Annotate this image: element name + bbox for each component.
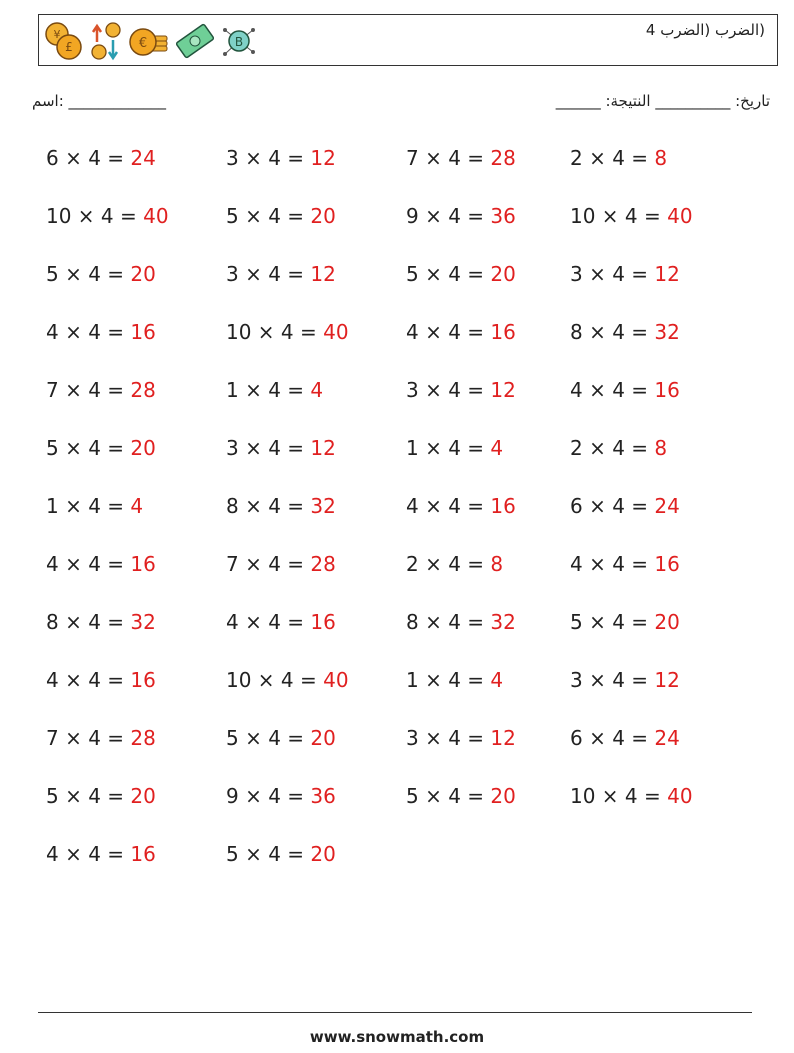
currency-exchange-icon: [89, 20, 123, 62]
problem-answer: 20: [130, 436, 156, 460]
problem-answer: 8: [654, 436, 668, 460]
problem-item: [406, 610, 516, 634]
problem-row: [46, 494, 766, 524]
euro-coin-stack-icon: [127, 20, 171, 62]
problem-item: [406, 146, 516, 170]
problem-item: [226, 262, 336, 286]
problem-answer: 20: [310, 204, 336, 228]
problem-question: 1 × 4 =: [226, 378, 311, 402]
problem-question: 6 × 4 =: [46, 146, 131, 170]
problem-row: [46, 262, 766, 292]
problem-question: 3 × 4 =: [570, 668, 655, 692]
problem-answer: 16: [130, 668, 156, 692]
problem-item: [226, 784, 336, 808]
problem-row: [46, 204, 766, 234]
footer-divider: [38, 1012, 752, 1013]
problem-answer: 20: [130, 262, 156, 286]
problem-item: [226, 552, 336, 576]
problem-answer: 12: [310, 262, 336, 286]
problem-question: 4 × 4 =: [46, 668, 131, 692]
footer-site: www.snowmath.com: [309, 1028, 485, 1046]
problem-question: 1 × 4 =: [46, 494, 131, 518]
problem-answer: 24: [130, 146, 156, 170]
problem-item: [406, 494, 516, 518]
problem-question: 10 × 4 =: [570, 204, 668, 228]
problem-answer: 4: [310, 378, 324, 402]
problem-item: [570, 262, 680, 286]
problem-item: [406, 552, 503, 576]
problem-answer: 40: [323, 320, 349, 344]
problem-answer: 36: [490, 204, 516, 228]
problem-question: 5 × 4 =: [406, 262, 491, 286]
problem-question: 5 × 4 =: [406, 784, 491, 808]
problem-row: [46, 610, 766, 640]
problem-answer: 40: [667, 784, 693, 808]
problem-item: [570, 378, 680, 402]
problem-answer: 4: [490, 668, 504, 692]
problem-answer: 16: [310, 610, 336, 634]
problem-answer: 16: [654, 552, 680, 576]
problem-item: [406, 726, 516, 750]
problem-answer: 20: [654, 610, 680, 634]
problem-answer: 12: [490, 726, 516, 750]
problem-item: [46, 146, 156, 170]
problem-answer: 8: [490, 552, 504, 576]
problem-item: [570, 436, 667, 460]
problem-answer: 20: [130, 784, 156, 808]
problem-answer: 28: [130, 378, 156, 402]
problem-item: [570, 146, 667, 170]
problem-item: [46, 784, 156, 808]
date-score-field-label: ______ :تاريخ: __________ النتيجة: [555, 92, 770, 110]
problem-answer: 32: [654, 320, 680, 344]
svg-text:£: £: [65, 40, 73, 54]
problem-question: 2 × 4 =: [406, 552, 491, 576]
problem-question: 4 × 4 =: [46, 842, 131, 866]
problem-answer: 24: [654, 726, 680, 750]
svg-text:€: €: [138, 36, 148, 51]
problem-answer: 12: [310, 146, 336, 170]
problem-answer: 40: [323, 668, 349, 692]
problem-row: [46, 436, 766, 466]
problem-item: [226, 842, 336, 866]
problem-answer: 32: [490, 610, 516, 634]
problem-answer: 8: [654, 146, 668, 170]
problem-answer: 20: [310, 726, 336, 750]
problem-question: 6 × 4 =: [570, 726, 655, 750]
problem-item: [46, 726, 156, 750]
problem-answer: 28: [310, 552, 336, 576]
problem-item: [226, 378, 323, 402]
problem-question: 3 × 4 =: [226, 262, 311, 286]
problem-row: [46, 784, 766, 814]
problem-question: 4 × 4 =: [570, 552, 655, 576]
problem-question: 10 × 4 =: [226, 320, 324, 344]
problem-item: [46, 204, 169, 228]
problem-answer: 20: [490, 262, 516, 286]
problem-answer: 16: [654, 378, 680, 402]
problem-question: 3 × 4 =: [406, 378, 491, 402]
problem-answer: 28: [130, 726, 156, 750]
problem-question: 7 × 4 =: [226, 552, 311, 576]
problem-answer: 16: [130, 320, 156, 344]
problem-item: [570, 320, 680, 344]
problem-answer: 20: [310, 842, 336, 866]
problem-answer: 12: [654, 668, 680, 692]
problem-item: [46, 842, 156, 866]
coin-stack-icon: [43, 20, 85, 62]
problem-question: 10 × 4 =: [226, 668, 324, 692]
problem-question: 4 × 4 =: [406, 320, 491, 344]
svg-text:B: B: [234, 35, 244, 49]
problem-item: [226, 668, 349, 692]
problem-question: 2 × 4 =: [570, 146, 655, 170]
problem-question: 3 × 4 =: [226, 436, 311, 460]
problem-question: 4 × 4 =: [570, 378, 655, 402]
problem-answer: 12: [654, 262, 680, 286]
problem-item: [226, 204, 336, 228]
problem-item: [570, 610, 680, 634]
problem-answer: 16: [490, 320, 516, 344]
problem-row: [46, 146, 766, 176]
worksheet-title: (الضرب (الضرب 4: [645, 21, 765, 39]
bitcoin-network-icon: [219, 20, 259, 62]
problem-item: [46, 668, 156, 692]
problem-answer: 20: [490, 784, 516, 808]
problem-item: [46, 436, 156, 460]
problem-item: [570, 552, 680, 576]
problem-answer: 16: [130, 842, 156, 866]
problem-question: 10 × 4 =: [570, 784, 668, 808]
problem-question: 3 × 4 =: [406, 726, 491, 750]
problem-item: [406, 204, 516, 228]
problem-question: 5 × 4 =: [46, 436, 131, 460]
problem-question: 5 × 4 =: [46, 784, 131, 808]
problem-question: 1 × 4 =: [406, 436, 491, 460]
problem-answer: 12: [490, 378, 516, 402]
problem-item: [226, 494, 336, 518]
problem-item: [46, 552, 156, 576]
problem-question: 8 × 4 =: [226, 494, 311, 518]
problem-answer: 16: [130, 552, 156, 576]
problem-item: [46, 378, 156, 402]
problem-item: [406, 668, 503, 692]
problem-item: [570, 494, 680, 518]
problem-item: [46, 610, 156, 634]
problem-item: [226, 146, 336, 170]
problem-question: 5 × 4 =: [226, 842, 311, 866]
problem-question: 9 × 4 =: [226, 784, 311, 808]
problem-question: 4 × 4 =: [46, 320, 131, 344]
problem-row: [46, 378, 766, 408]
problem-answer: 4: [130, 494, 144, 518]
problem-question: 7 × 4 =: [46, 726, 131, 750]
problem-question: 10 × 4 =: [46, 204, 144, 228]
problem-question: 3 × 4 =: [570, 262, 655, 286]
name-field-label: اسم: _____________: [32, 92, 167, 110]
problem-answer: 36: [310, 784, 336, 808]
problem-question: 9 × 4 =: [406, 204, 491, 228]
problem-answer: 32: [310, 494, 336, 518]
problem-answer: 32: [130, 610, 156, 634]
problem-item: [226, 726, 336, 750]
problem-item: [570, 726, 680, 750]
banknote-icon: [175, 20, 215, 62]
problem-question: 8 × 4 =: [406, 610, 491, 634]
problem-question: 3 × 4 =: [226, 146, 311, 170]
problem-answer: 24: [654, 494, 680, 518]
problem-item: [46, 320, 156, 344]
problem-answer: 40: [667, 204, 693, 228]
svg-text:¥: ¥: [53, 28, 61, 41]
problem-answer: 40: [143, 204, 169, 228]
problem-question: 2 × 4 =: [570, 436, 655, 460]
problem-item: [406, 262, 516, 286]
problem-question: 4 × 4 =: [406, 494, 491, 518]
problem-item: [46, 262, 156, 286]
problem-item: [226, 320, 349, 344]
problem-row: [46, 668, 766, 698]
problem-question: 5 × 4 =: [46, 262, 131, 286]
problem-row: [46, 320, 766, 350]
problem-question: 7 × 4 =: [406, 146, 491, 170]
problem-item: [570, 668, 680, 692]
problem-item: [570, 784, 693, 808]
problem-question: 4 × 4 =: [46, 552, 131, 576]
problem-item: [226, 436, 336, 460]
problem-item: [46, 494, 143, 518]
problem-answer: 28: [490, 146, 516, 170]
problem-item: [406, 784, 516, 808]
problem-item: [406, 378, 516, 402]
problem-answer: 12: [310, 436, 336, 460]
problem-row: [46, 552, 766, 582]
problem-question: 6 × 4 =: [570, 494, 655, 518]
problem-question: 5 × 4 =: [226, 204, 311, 228]
problem-question: 4 × 4 =: [226, 610, 311, 634]
problem-question: 8 × 4 =: [570, 320, 655, 344]
problem-item: [406, 436, 503, 460]
problem-item: [570, 204, 693, 228]
problem-question: 7 × 4 =: [46, 378, 131, 402]
problem-question: 1 × 4 =: [406, 668, 491, 692]
problem-answer: 4: [490, 436, 504, 460]
worksheet-header: [38, 14, 778, 66]
problem-question: 5 × 4 =: [226, 726, 311, 750]
problem-item: [226, 610, 336, 634]
problem-question: 8 × 4 =: [46, 610, 131, 634]
problem-question: 5 × 4 =: [570, 610, 655, 634]
problem-row: [46, 842, 766, 872]
problem-row: [46, 726, 766, 756]
problem-item: [406, 320, 516, 344]
header-icons: [43, 19, 259, 63]
problem-answer: 16: [490, 494, 516, 518]
